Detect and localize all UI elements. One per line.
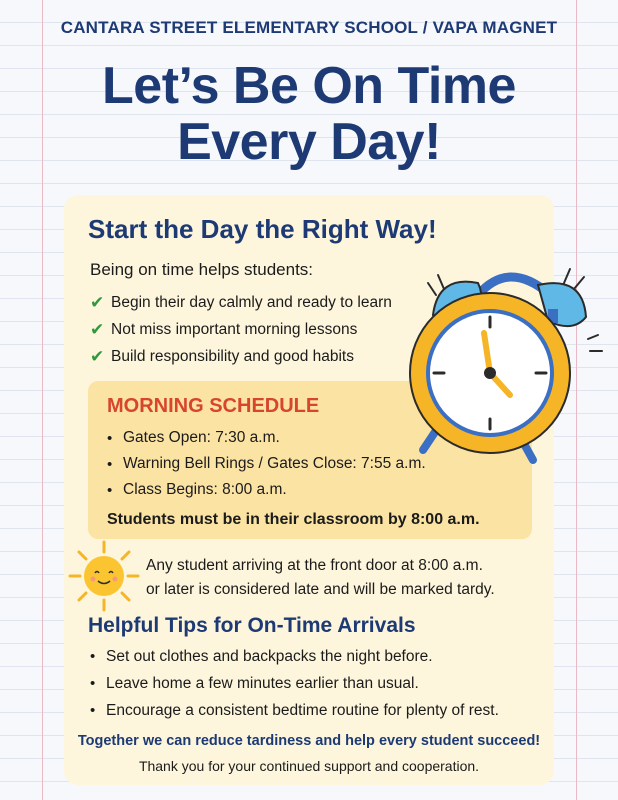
title-line-1: Let’s Be On Time [102,57,516,115]
schedule-list [107,425,426,503]
list-item: • Leave home a few minutes earlier than usual. [90,674,419,692]
alarm-clock-icon [398,255,613,475]
bullet-icon: • [90,702,96,719]
closing-statement: Together we can reduce tardiness and help every student succeed! [77,733,541,749]
intro-text: Being on time helps students: [90,260,314,279]
list-item: ✔ Not miss important morning lessons [90,319,358,339]
list-item: • Warning Bell Rings / Gates Close: 7:55 a.m. [107,455,426,473]
bullet-icon: • [107,455,113,473]
list-item: • Encourage a consistent bedtime routine for plenty of rest. [90,701,499,719]
check-icon: ✔ [90,319,105,339]
list-item: • Set out clothes and backpacks the night before. [90,647,433,665]
list-item: ✔ Build responsibility and good habits [90,346,354,366]
check-icon: ✔ [90,346,105,366]
bullet-icon: • [107,481,113,499]
sun-icon [64,540,144,612]
school-name: CANTARA STREET ELEMENTARY SCHOOL / VAPA MAGNET [60,18,558,37]
bullet-icon: • [90,648,96,665]
late-policy-text: Any student arriving at the front door at 8:00 a.m. or later is considered late and will be marked tardy. [146,557,495,598]
thank-you-note: Thank you for your continued support and cooperation. [138,758,480,774]
tips-list [90,643,499,724]
list-item: • Class Begins: 8:00 a.m. [107,481,287,499]
section-heading-start-day: Start the Day the Right Way! [88,214,437,244]
list-item: ✔ Begin their day calmly and ready to learn [90,292,392,312]
schedule-note: Students must be in their classroom by 8:00 a.m. [107,511,480,528]
benefits-list [90,289,392,370]
title-line-2: Every Day! [177,113,441,171]
bullet-icon: • [107,429,113,447]
page-title [0,58,618,170]
check-icon: ✔ [90,292,105,312]
bullet-icon: • [90,675,96,692]
list-item: • Gates Open: 7:30 a.m. [107,429,280,447]
schedule-title: MORNING SCHEDULE [107,395,320,417]
tips-heading: Helpful Tips for On-Time Arrivals [88,614,416,637]
